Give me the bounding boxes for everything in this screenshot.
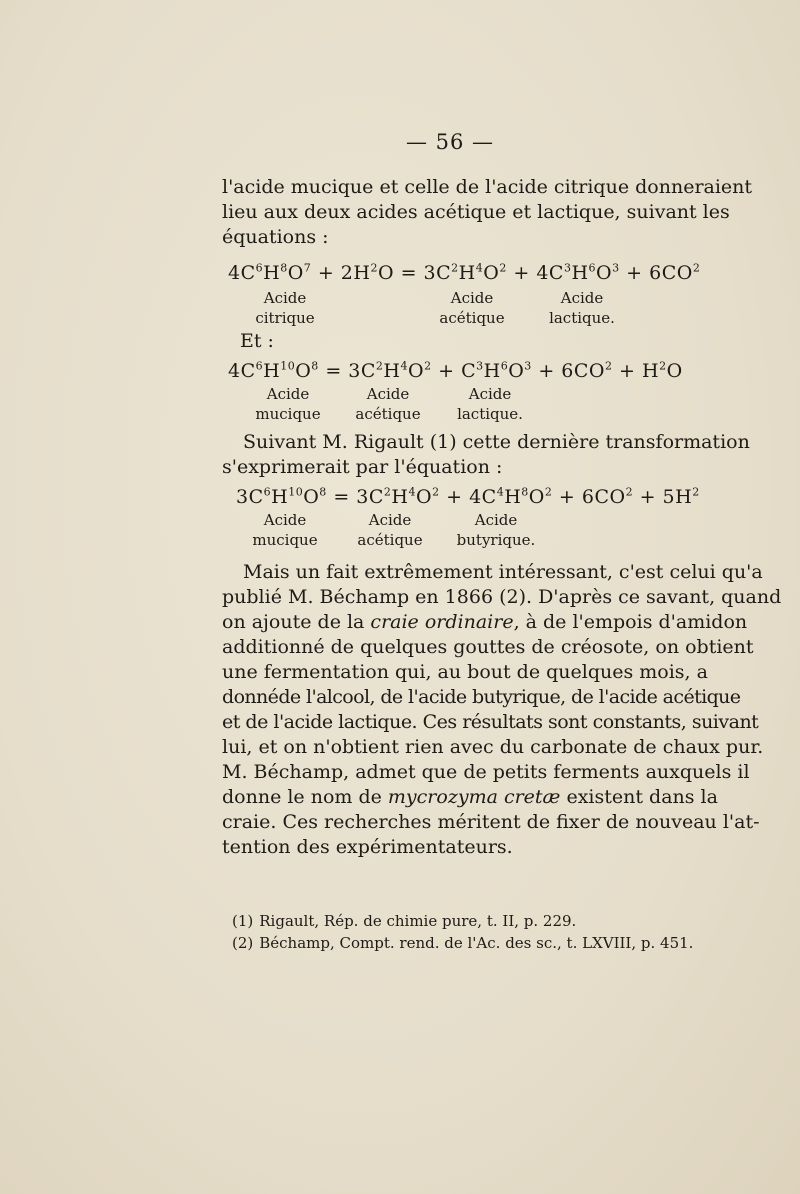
emphasis-craie: craie ordinaire [370,611,514,633]
paragraph-bechamp [222,585,782,860]
equation-label: Acide acétique [439,289,505,327]
text-line: lieu aux deux acides acétique et lactique, suivant les [222,201,730,223]
paragraph-rigault-cont [222,455,672,480]
equation-label: Acide mucique [252,511,318,549]
text-line: additionné de quelques gouttes de créosote, on obtient [222,636,754,658]
text-line: publié M. Béchamp en 1866 (2). D'après ce savant, quand [222,586,782,608]
text-line: l'acide mucique et celle de l'acide citrique donneraient [222,176,753,198]
equation-label: Acide acétique [357,511,423,549]
text-line: Suivant M. Rigault (1) cette dernière transformation [243,431,750,453]
text-line: donnéde l'alcool, de l'acide butyrique, de l'acide acétique [222,686,741,708]
equation-label: Acide butyrique. [456,511,536,549]
et-label: Et : [240,330,274,352]
footnote: (2) Béchamp, Compt. rend. de l'Ac. des sc., t. LXVIII, p. 451. [232,934,694,952]
emphasis-mycrozyma: mycrozyma cretæ [387,786,561,808]
text-line: M. Béchamp, admet que de petits ferments auxquels il [222,761,750,783]
footnote: (1) Rigault, Rép. de chimie pure, t. II, p. 229. [232,912,577,930]
text-line: équations : [222,226,329,248]
equation-label: Acide mucique [255,385,321,423]
paragraph-intro [222,175,753,250]
paragraph-rigault [243,430,750,455]
page-number: — 56 — [405,130,495,154]
text-line: on ajoute de la craie ordinaire, à de l'empois d'amidon [222,611,748,633]
equation-label: Acide lactique. [549,289,615,327]
paragraph-bechamp-first [243,560,763,585]
equation-citric: $4C^6H^8O^7 + 2H^2O = 3C^2H^4O^2 + 4C^3H^6O^3 + 6CO^2$ [228,261,701,284]
text-line: une fermentation qui, au bout de quelques mois, a [222,661,708,683]
equation-label: Acide lactique. [457,385,523,423]
text-line: s'exprimerait par l'équation : [222,456,503,478]
text-line: craie. Ces recherches méritent de fixer de nouveau l'at- [222,811,760,833]
text-line: et de l'acide lactique. Ces résultats sont constants, suivant [222,711,759,733]
text-line: Mais un fait extrêmement intéressant, c'est celui qu'a [243,561,763,583]
equation-label: Acide citrique [255,289,315,327]
equation-label: Acide acétique [355,385,421,423]
text-line: donne le nom de mycrozyma cretæ existent dans la [222,786,718,808]
equation-mucic-lactic: $4C^6H^{10}O^8 = 3C^2H^4O^2 + C^3H^6O^3 + 6CO^2 + H^2O$ [228,359,683,382]
equation-mucic-butyric: $3C^6H^{10}O^8 = 3C^2H^4O^2 + 4C^4H^8O^2 + 6CO^2 + 5H^2$ [236,485,700,508]
text-line: lui, et on n'obtient rien avec du carbonate de chaux pur. [222,736,764,758]
text-line: tention des expérimentateurs. [222,836,513,858]
